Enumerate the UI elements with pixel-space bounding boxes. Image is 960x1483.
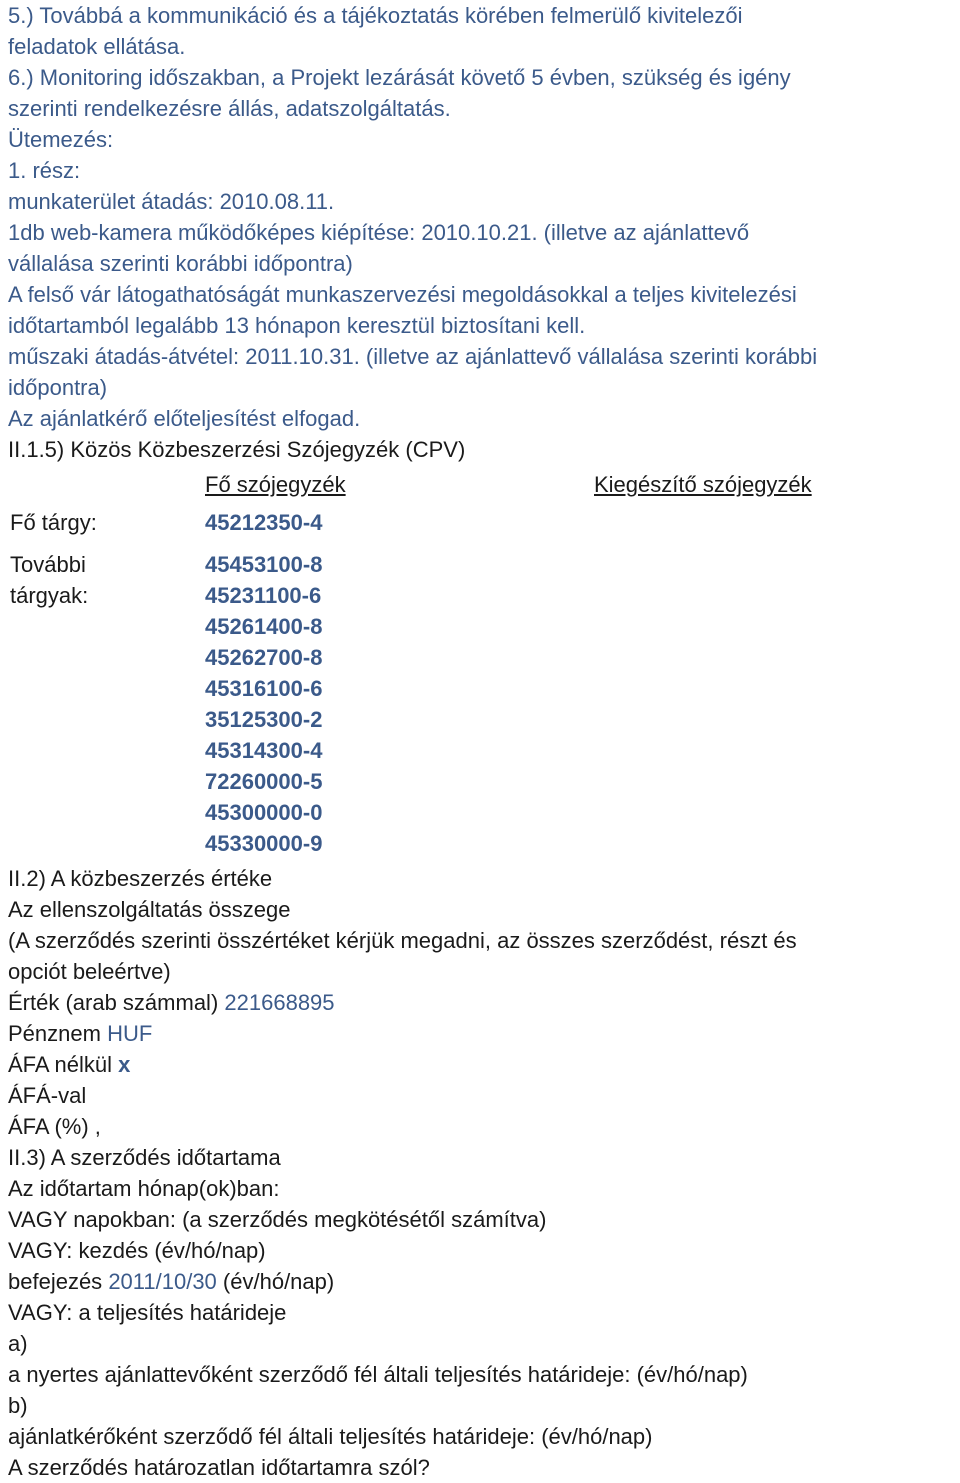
currency-row	[8, 1018, 953, 1049]
amount-row	[8, 987, 953, 1018]
deadline-label: VAGY: a teljesítés határideje	[8, 1300, 287, 1325]
item-b-text: ajánlatkérőként szerződő fél általi teljesítés határideje: (év/hó/nap)	[8, 1424, 653, 1449]
vat-pct-label: ÁFA (%) ,	[8, 1114, 101, 1139]
intro-line: 1. rész:	[8, 158, 81, 183]
intro-line: 6.) Monitoring időszakban, a Projekt lezárását követő 5 évben, szükség és igény	[8, 65, 791, 90]
cpv-heading: II.1.5) Közös Közbeszerzési Szójegyzék (CPV)	[8, 437, 466, 462]
main-object-label: Fő tárgy:	[10, 510, 97, 535]
end-row	[8, 1266, 953, 1297]
indefinite-question: A szerződés határozatlan időtartamra szól?	[8, 1455, 430, 1480]
cpv-code: 45231100-6	[205, 583, 322, 608]
additional-codes-list	[205, 549, 322, 859]
additional-label: További	[10, 552, 86, 577]
start-label: VAGY: kezdés (év/hó/nap)	[8, 1238, 266, 1263]
item-b-label: b)	[8, 1393, 28, 1418]
value-note: (A szerződés szerinti összértéket kérjük megadni, az összes szerződést, részt és	[8, 928, 797, 953]
intro-line: A felső vár látogathatóságát munkaszervezési megoldásokkal a teljes kivitelezési	[8, 282, 797, 307]
item-a-text: a nyertes ajánlattevőként szerződő fél általi teljesítés határideje: (év/hó/nap)	[8, 1362, 748, 1387]
sum-label: Az ellenszolgáltatás összege	[8, 897, 291, 922]
value-note: opciót beleértve)	[8, 959, 171, 984]
intro-section	[8, 0, 953, 434]
end-value: 2011/10/30	[108, 1269, 217, 1294]
currency-label: Pénznem	[8, 1021, 101, 1046]
cpv-code: 45314300-4	[205, 738, 323, 763]
value-section	[8, 863, 953, 1142]
cpv-code: 45261400-8	[205, 614, 323, 639]
intro-line: Az ajánlatkérő előteljesítést elfogad.	[8, 406, 361, 431]
vat-incl-label: ÁFÁ-val	[8, 1083, 87, 1108]
cpv-code: 45453100-8	[205, 552, 323, 577]
end-suffix: (év/hó/nap)	[222, 1269, 335, 1294]
cpv-code: 45300000-0	[205, 800, 323, 825]
intro-line: szerinti rendelkezésre állás, adatszolgáltatás.	[8, 96, 451, 121]
end-label: befejezés	[8, 1269, 103, 1294]
intro-line: munkaterület átadás: 2010.08.11.	[8, 189, 335, 214]
days-label: VAGY napokban: (a szerződés megkötésétől számítva)	[8, 1207, 547, 1232]
vat-excl-mark: x	[118, 1052, 131, 1077]
intro-line: műszaki átadás-átvétel: 2011.10.31. (illetve az ajánlattevő vállalása szerinti korábbi	[8, 344, 818, 369]
intro-line: vállalása szerinti korábbi időpontra)	[8, 251, 353, 276]
main-vocab-header: Fő szójegyzék	[205, 472, 346, 497]
value-heading: II.2) A közbeszerzés értéke	[8, 866, 273, 891]
intro-line: 1db web-kamera működőképes kiépítése: 2010.10.21. (illetve az ajánlattevő	[8, 220, 750, 245]
cpv-table	[8, 469, 953, 863]
vat-excl-label: ÁFA nélkül	[8, 1052, 112, 1077]
intro-line: 5.) Továbbá a kommunikáció és a tájékoztatás körében felmerülő kivitelezői	[8, 3, 743, 28]
supp-vocab-header: Kiegészítő szójegyzék	[594, 472, 812, 497]
months-label: Az időtartam hónap(ok)ban:	[8, 1176, 280, 1201]
currency-value: HUF	[107, 1021, 153, 1046]
amount-value: 221668895	[224, 990, 335, 1015]
duration-section	[8, 1142, 953, 1483]
vat-excl-row	[8, 1049, 953, 1080]
cpv-code: 45316100-6	[205, 676, 323, 701]
cpv-code: 72260000-5	[205, 769, 323, 794]
intro-line: feladatok ellátása.	[8, 34, 186, 59]
intro-line: Ütemezés:	[8, 127, 114, 152]
item-a-label: a)	[8, 1331, 28, 1356]
main-object-code: 45212350-4	[205, 510, 323, 535]
additional-label: tárgyak:	[10, 583, 89, 608]
cpv-code: 35125300-2	[205, 707, 323, 732]
intro-line: időtartamból legalább 13 hónapon keresztül biztosítani kell.	[8, 313, 586, 338]
cpv-code: 45330000-9	[205, 831, 323, 856]
intro-line: időpontra)	[8, 375, 108, 400]
document-body	[8, 0, 953, 1483]
amount-label: Érték (arab számmal)	[8, 990, 219, 1015]
duration-heading: II.3) A szerződés időtartama	[8, 1145, 281, 1170]
cpv-code: 45262700-8	[205, 645, 323, 670]
